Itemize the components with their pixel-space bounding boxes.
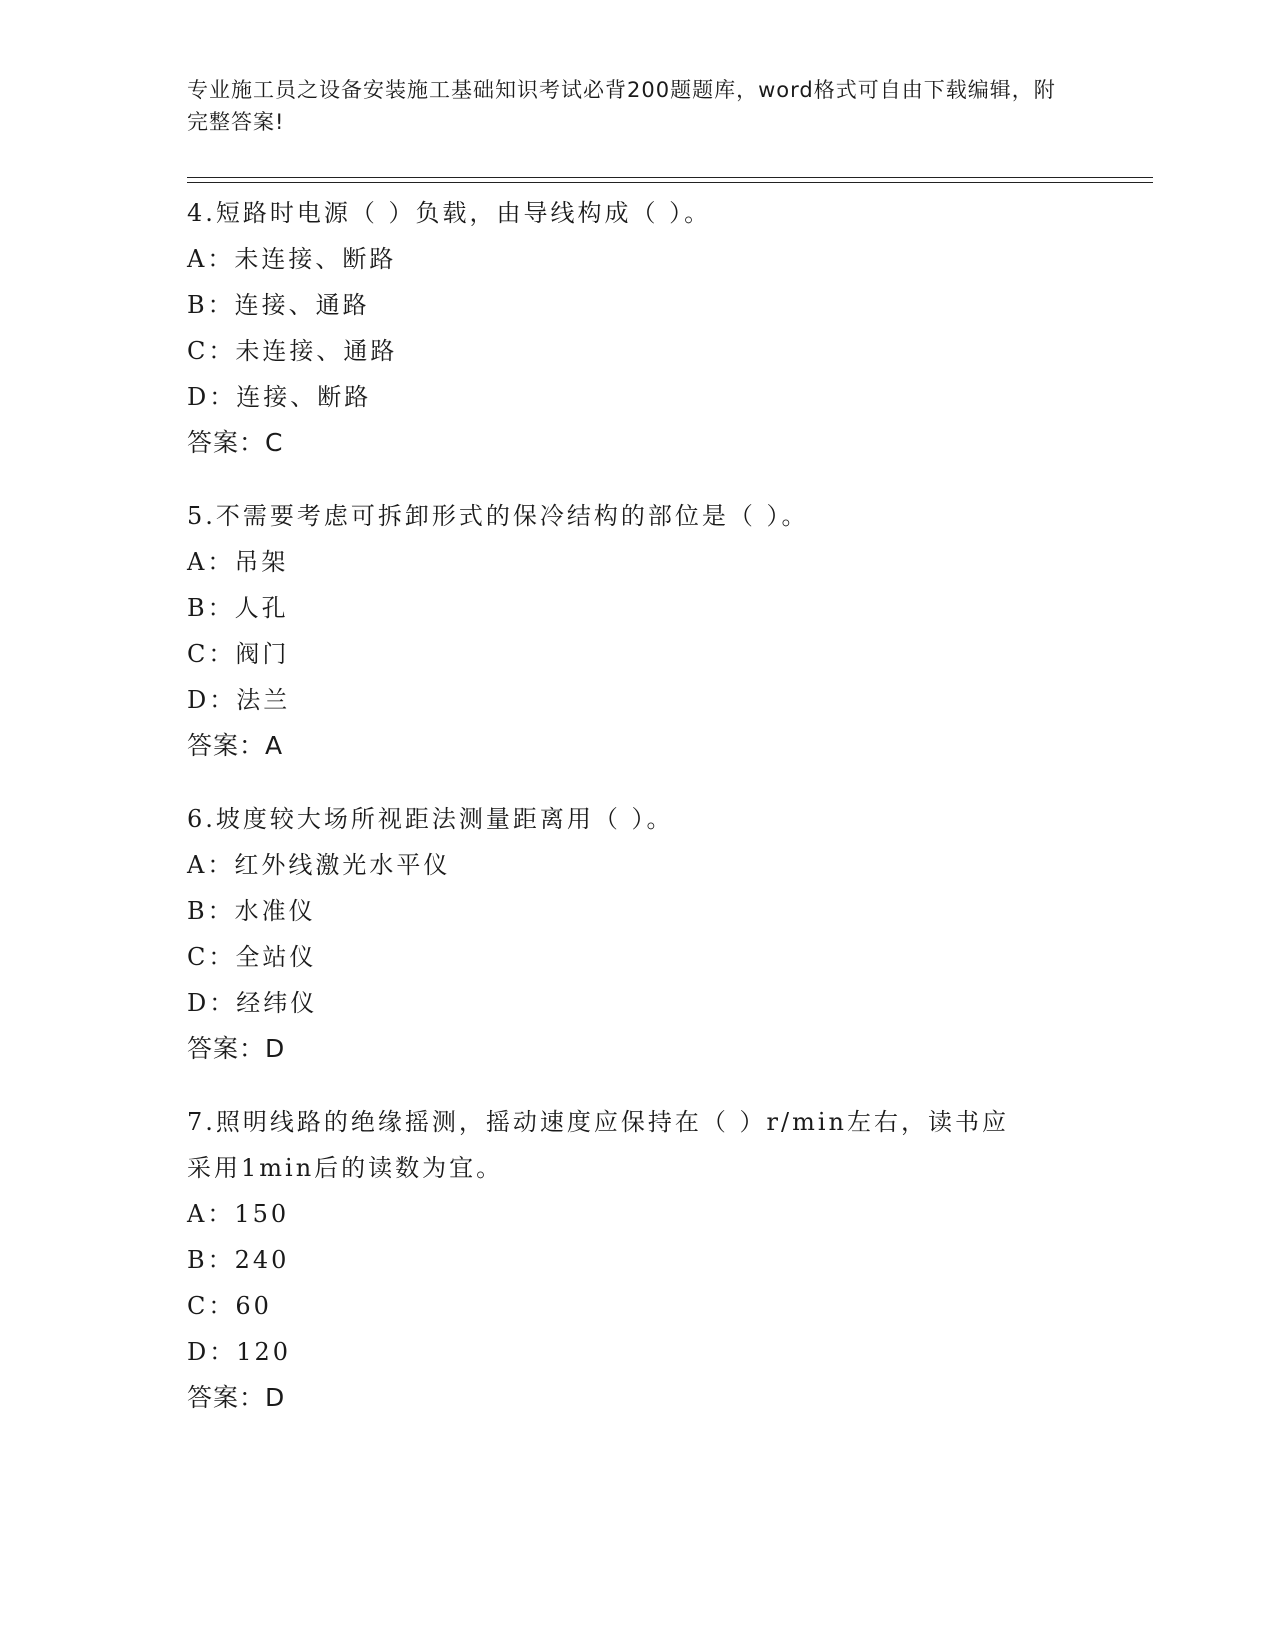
question-5 bbox=[187, 493, 1087, 769]
question-stem: 6.坡度较大场所视距法测量距离用（ ）。 bbox=[187, 805, 674, 833]
option-c: C：全站仪 bbox=[187, 943, 317, 971]
question-stem-continued: 采用1min后的读数为宜。 bbox=[187, 1154, 504, 1182]
question-stem: 5.不需要考虑可拆卸形式的保冷结构的部位是（ ）。 bbox=[187, 502, 809, 530]
header-divider-top bbox=[187, 177, 1153, 178]
option-c: C：未连接、通路 bbox=[187, 337, 398, 365]
option-d: D：连接、断路 bbox=[187, 383, 372, 411]
answer-label: 答案：D bbox=[187, 1034, 286, 1063]
document-header: 专业施工员之设备安装施工基础知识考试必背200题题库，word格式可自由下载编辑，附完整答案! bbox=[187, 78, 1056, 134]
option-b: B：水准仪 bbox=[187, 897, 316, 925]
option-d: D：经纬仪 bbox=[187, 989, 318, 1017]
question-stem: 4.短路时电源（ ）负载，由导线构成（ ）。 bbox=[187, 199, 712, 227]
question-6 bbox=[187, 796, 1087, 1072]
answer-label: 答案：C bbox=[187, 428, 284, 457]
option-a: A：吊架 bbox=[187, 548, 289, 576]
option-c: C：60 bbox=[187, 1292, 272, 1320]
option-d: D：120 bbox=[187, 1338, 292, 1366]
answer-label: 答案：A bbox=[187, 731, 284, 760]
option-a: A：150 bbox=[187, 1200, 290, 1228]
question-4 bbox=[187, 190, 1087, 466]
question-list bbox=[187, 190, 1087, 1448]
answer-label: 答案：D bbox=[187, 1383, 286, 1412]
option-a: A：未连接、断路 bbox=[187, 245, 397, 273]
option-b: B：连接、通路 bbox=[187, 291, 370, 319]
option-d: D：法兰 bbox=[187, 686, 291, 714]
question-stem: 7.照明线路的绝缘摇测，摇动速度应保持在（ ）r/min左右，读书应 bbox=[187, 1108, 1009, 1136]
option-b: B：人孔 bbox=[187, 594, 289, 622]
question-7 bbox=[187, 1099, 1087, 1421]
option-b: B：240 bbox=[187, 1246, 290, 1274]
header-divider-bottom bbox=[187, 182, 1153, 183]
option-a: A：红外线激光水平仪 bbox=[187, 851, 451, 879]
option-c: C：阀门 bbox=[187, 640, 290, 668]
